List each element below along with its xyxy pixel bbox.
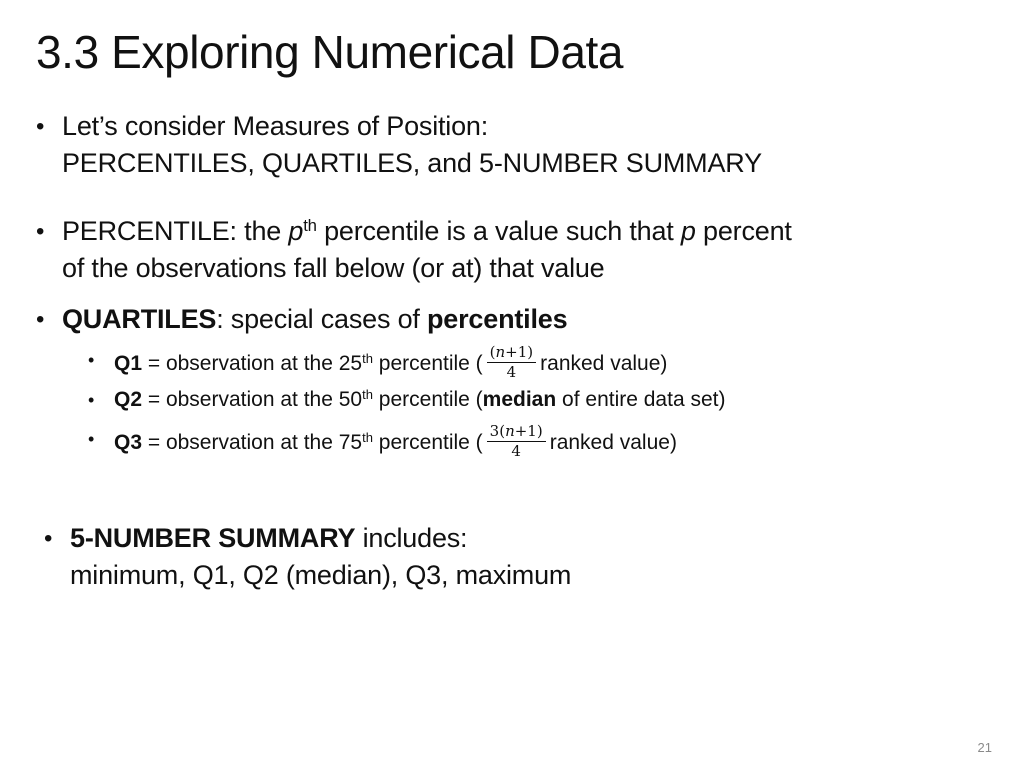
label-q1: Q1 bbox=[114, 352, 143, 376]
text-run: ranked value) bbox=[540, 352, 668, 376]
bullet-measures-of-position bbox=[36, 108, 762, 182]
text-run: = observation at the 50 bbox=[142, 388, 363, 411]
fraction-n-plus-1-over-4 bbox=[487, 344, 536, 381]
text-run: : special cases of bbox=[216, 304, 428, 334]
text-run: percentile is a value such that bbox=[316, 216, 681, 246]
superscript-th: th bbox=[362, 429, 373, 445]
bullet-dot: • bbox=[88, 429, 95, 449]
bullet-dot: • bbox=[44, 525, 53, 552]
slide-title: 3.3 Exploring Numerical Data bbox=[36, 26, 624, 78]
superscript-th: th bbox=[362, 386, 373, 402]
text-run: of entire data set) bbox=[556, 388, 726, 411]
label-q3: Q3 bbox=[114, 431, 143, 455]
bullet-five-number-summary bbox=[44, 520, 571, 594]
text-run: ranked value) bbox=[549, 431, 677, 455]
text-run: percentile ( bbox=[372, 352, 483, 376]
sub-bullet-q1 bbox=[88, 343, 668, 383]
bold-quartiles: QUARTILES bbox=[62, 304, 217, 334]
page-number: 21 bbox=[977, 740, 992, 755]
text-run: percent bbox=[695, 216, 792, 246]
text-run: percentile ( bbox=[372, 431, 483, 455]
bullet-dot: • bbox=[36, 113, 45, 140]
bullet-dot: • bbox=[88, 390, 95, 410]
sub-bullet-q3 bbox=[88, 422, 677, 462]
text-run: = observation at the 75 bbox=[142, 431, 363, 455]
bullet-line: of the observations fall below (or at) that value bbox=[62, 253, 605, 283]
superscript-th: th bbox=[303, 215, 317, 235]
bullet-percentile-definition bbox=[36, 213, 792, 287]
bold-percentiles: percentiles bbox=[427, 304, 568, 334]
text-run: includes: bbox=[355, 523, 468, 553]
bold-five-number-summary: 5-NUMBER SUMMARY bbox=[70, 523, 356, 553]
italic-p: p bbox=[288, 216, 304, 246]
bullet-line bbox=[88, 343, 668, 383]
bullet-dot: • bbox=[36, 306, 45, 333]
fraction-denominator: 4 bbox=[511, 442, 521, 460]
text-run: percentile ( bbox=[372, 388, 483, 411]
bold-median: median bbox=[482, 388, 557, 411]
text-run: PERCENTILE: the bbox=[62, 216, 289, 246]
bullet-line bbox=[88, 422, 677, 462]
bullet-line bbox=[36, 301, 567, 338]
bullet-line bbox=[44, 520, 571, 557]
bullet-line bbox=[36, 213, 792, 250]
text-run: = observation at the 25 bbox=[142, 352, 363, 376]
sub-bullet-q2 bbox=[88, 386, 725, 414]
bullet-line: minimum, Q1, Q2 (median), Q3, maximum bbox=[70, 560, 572, 590]
fraction-3n-plus-1-over-4 bbox=[487, 423, 546, 460]
superscript-th: th bbox=[362, 350, 373, 366]
bullet-dot: • bbox=[36, 218, 45, 245]
bullet-line: PERCENTILES, QUARTILES, and 5-NUMBER SUMMARY bbox=[62, 148, 762, 178]
bullet-dot: • bbox=[88, 350, 95, 370]
bullet-line: Let’s consider Measures of Position: bbox=[62, 111, 489, 141]
label-q2: Q2 bbox=[114, 388, 143, 411]
italic-p: p bbox=[680, 216, 696, 246]
fraction-numerator: 3(𝑛+1) bbox=[487, 423, 546, 442]
bullet-quartiles bbox=[36, 301, 567, 338]
bullet-line bbox=[88, 386, 725, 414]
fraction-numerator: (𝑛+1) bbox=[487, 344, 536, 363]
fraction-denominator: 4 bbox=[506, 363, 517, 381]
